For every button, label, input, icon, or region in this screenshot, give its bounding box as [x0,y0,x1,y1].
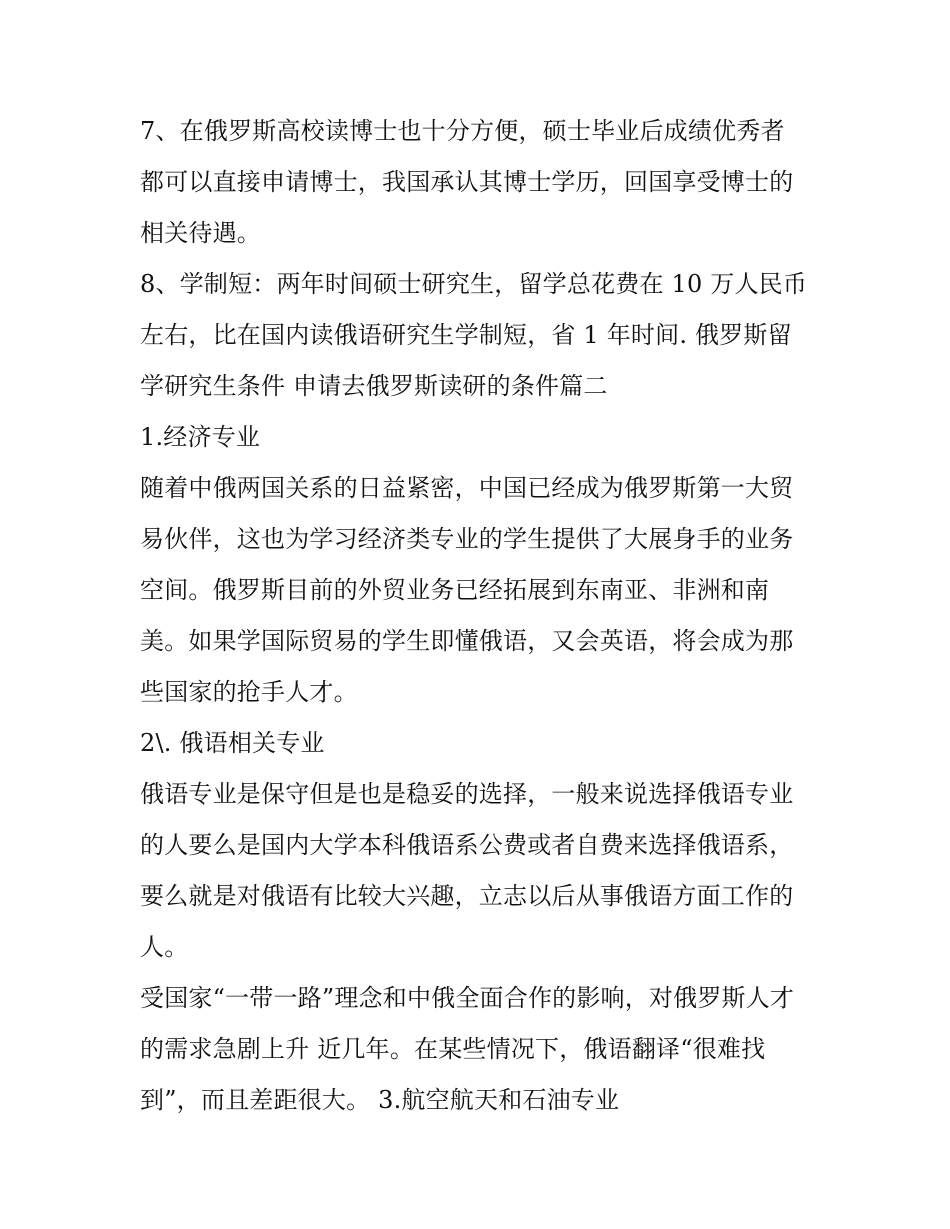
heading-economics-major [140,412,815,463]
text-line: 美。如果学国际贸易的学生即懂俄语，又会英语，将会成为那 [140,627,794,655]
paragraph-economics [140,463,815,718]
paragraph-belt-road [140,973,815,1126]
text-line: 些国家的抢手人才。 [140,678,358,706]
text-line: 随着中俄两国关系的日益紧密，中国已经成为俄罗斯第一大贸 [140,474,794,502]
text-line: 都可以直接申请博士，我国承认其博士学历，回国享受博士的 [140,168,794,196]
text-line: 人。 [140,933,189,961]
heading-russian-major [140,718,815,769]
text-line: 受国家“一带一路”理念和中俄全面合作的影响，对俄罗斯人才 [140,984,795,1012]
paragraph-7-phd [140,106,815,259]
section-heading: 2\. 俄语相关专业 [140,729,325,757]
document-body [140,106,815,1126]
text-line: 学研究生条件 申请去俄罗斯读研的条件篇二 [140,372,608,400]
text-line: 俄语专业是保守但是也是稳妥的选择，一般来说选择俄语专业 [140,780,794,808]
text-line: 到”，而且差距很大。 3.航空航天和石油专业 [140,1086,620,1114]
text-line: 相关待遇。 [140,219,261,247]
text-line: 的人要么是国内大学本科俄语系公费或者自费来选择俄语系， [140,831,794,859]
text-line: 7、在俄罗斯高校读博士也十分方便，硕士毕业后成绩优秀者 [140,117,785,145]
paragraph-8-short-program [140,259,815,412]
text-line: 空间。俄罗斯目前的外贸业务已经拓展到东南亚、非洲和南 [140,576,770,604]
text-line: 左右，比在国内读俄语研究生学制短，省 1 年时间. 俄罗斯留 [140,321,792,349]
paragraph-russian-major [140,769,815,973]
text-line: 易伙伴，这也为学习经济类专业的学生提供了大展身手的业务 [140,525,794,553]
text-line: 8、学制短：两年时间硕士研究生，留学总花费在 10 万人民币 [140,270,808,298]
text-line: 要么就是对俄语有比较大兴趣，立志以后从事俄语方面工作的 [140,882,794,910]
text-line: 的需求急剧上升 近几年。在某些情况下，俄语翻译“很难找 [140,1035,766,1063]
section-heading: 1.经济专业 [140,423,261,451]
